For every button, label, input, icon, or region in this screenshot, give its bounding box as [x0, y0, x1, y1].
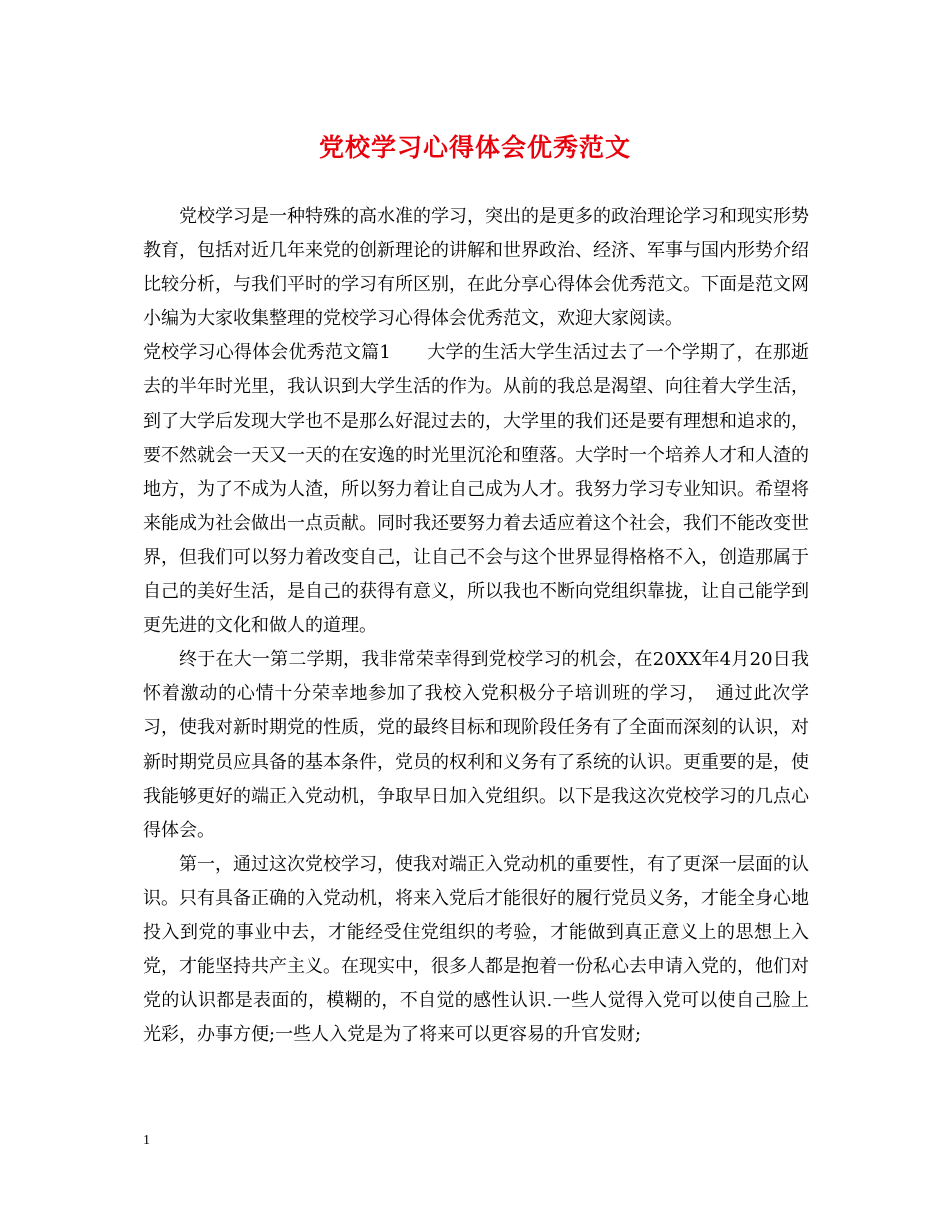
document-title: 党校学习心得体会优秀范文	[318, 133, 631, 162]
paragraph-party-school: 终于在大一第二学期，我非常荣幸得到党校学习的机会，在20XX年4月20日我怀着激动的心情十分荣幸地参加了我校入党积极分子培训班的学习， 通过此次学习，使我对新时期党的性质，党的最终目标和现阶段任务有了全面而深刻的认识，对新时期党员应具备的基本条件，党员的权利和义务有了系统的认识。更重要的是，使我能够更好的端正入党动机，争取早日加入党组织。以下是我这次党校学习的几点心得体会。	[143, 649, 809, 841]
paragraph-article-1: 党校学习心得体会优秀范文篇1 大学的生活大学生活过去了一个学期了，在那逝去的半年时光里，我认识到大学生活的作为。从前的我总是渴望、向往着大学生活，到了大学后发现大学也不是那么好混过去的，大学里的我们还是要有理想和追求的，要不然就会一天又一天的在安逸的时光里沉沦和堕落。大学时一个培养人才和人渣的地方，为了不成为人渣，所以努力着让自己成为人才。我努力学习专业知识。希望将来能成为社会做出一点贡献。同时我还要努力着去适应着这个社会，我们不能改变世界，但我们可以努力着改变自己，让自己不会与这个世界显得格格不入，创造那属于自己的美好生活，是自己的获得有意义，所以我也不断向党组织靠拢，让自己能学到更先进的文化和做人的道理。	[143, 342, 809, 637]
paragraph-first-point: 第一，通过这次党校学习，使我对端正入党动机的重要性，有了更深一层面的认识。只有具备正确的入党动机，将来入党后才能很好的履行党员义务，才能全身心地投入到党的事业中去，才能经受住党组织的考验，才能做到真正意义上的思想上入党，才能坚持共产主义。在现实中，很多人都是抱着一份私心去申请入党的，他们对党的认识都是表面的，模糊的，不自觉的感性认识.一些人觉得入党可以使自己脸上光彩，办事方便;一些人入党是为了将来可以更容易的升官发财;	[143, 853, 809, 1046]
page-number: 1	[143, 1133, 150, 1148]
paragraph-intro: 党校学习是一种特殊的高水准的学习，突出的是更多的政治理论学习和现实形势教育，包括对近几年来党的创新理论的讲解和世界政治、经济、军事与国内形势介绍比较分析，与我们平时的学习有所区别，在此分享心得体会优秀范文。下面是范文网小编为大家收集整理的党校学习心得体会优秀范文，欢迎大家阅读。	[143, 206, 809, 330]
document-body	[143, 200, 809, 1052]
